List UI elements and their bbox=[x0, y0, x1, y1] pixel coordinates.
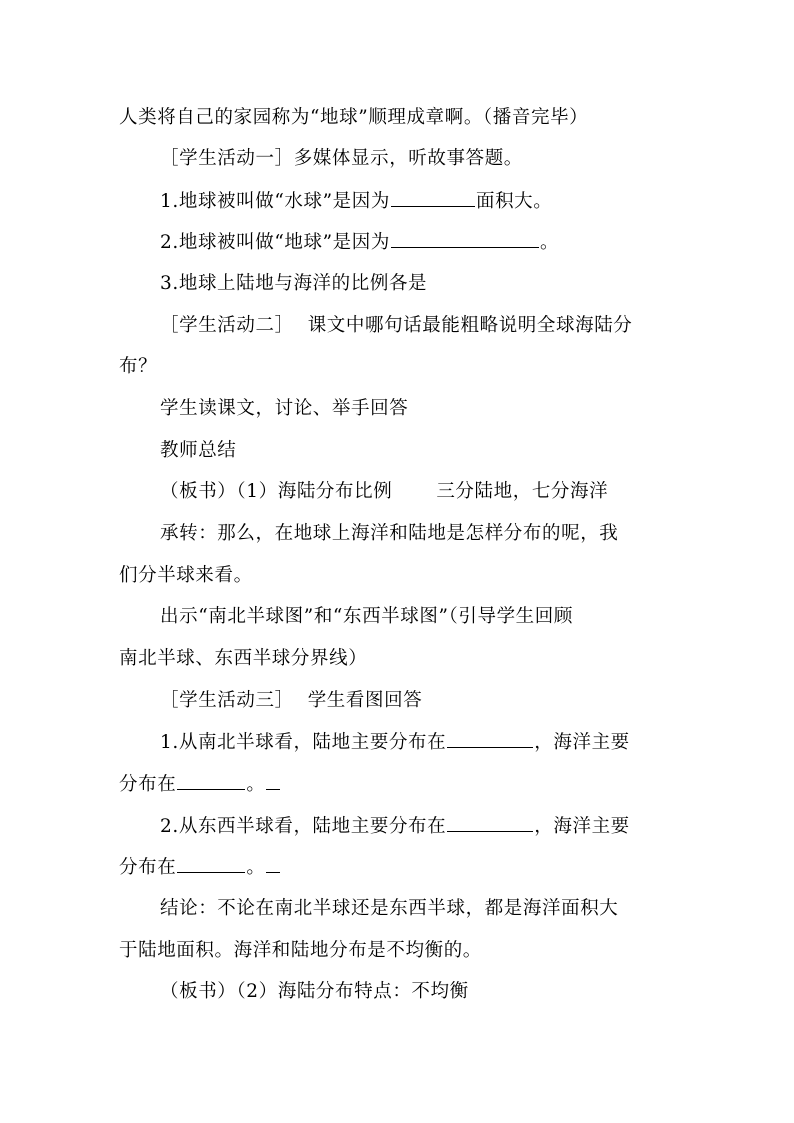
activity3-q1-before: 1.从南北半球看，陆地主要分布在 bbox=[160, 732, 447, 753]
activity3-title-text: 学生看图回答 bbox=[307, 690, 423, 711]
answer-blank[interactable] bbox=[391, 188, 475, 207]
activity3-title bbox=[160, 688, 422, 714]
activity1-q2-after: 。 bbox=[539, 232, 560, 253]
activity3-title-label: ［学生活动三］ bbox=[160, 690, 294, 711]
board-note-2-text: （板书）（2）海陆分布特点：不均衡 bbox=[160, 981, 469, 1002]
conclusion-text-1: 结论：不论在南北半球还是东西半球，都是海洋面积大 bbox=[160, 898, 619, 919]
answer-blank[interactable] bbox=[177, 771, 245, 790]
activity2-title-label: ［学生活动二］ bbox=[160, 315, 294, 336]
activity3-q2-mid: ，海洋主要 bbox=[534, 816, 630, 837]
transition-line-2 bbox=[119, 563, 253, 589]
show-maps-line-1 bbox=[160, 604, 573, 630]
transition-line-1 bbox=[160, 521, 618, 547]
student-response-line bbox=[160, 396, 408, 422]
activity1-q1-before: 1.地球被叫做“水球”是因为 bbox=[160, 191, 390, 212]
conclusion-text-2: 于陆地面积。海洋和陆地分布是不均衡的。 bbox=[119, 940, 482, 961]
activity2-title-text: 课文中哪句话最能粗略说明全球海陆分 bbox=[307, 315, 633, 336]
teacher-summary-text: 教师总结 bbox=[160, 440, 237, 461]
transition-text-1: 承转：那么，在地球上海洋和陆地是怎样分布的呢，我 bbox=[160, 523, 619, 544]
intro-line bbox=[119, 105, 588, 131]
activity3-q2-before: 2.从东西半球看，陆地主要分布在 bbox=[160, 816, 447, 837]
activity3-question2 bbox=[160, 813, 630, 840]
show-maps-text-2: 南北半球、东西半球分界线） bbox=[119, 648, 368, 669]
conclusion-line-1 bbox=[160, 896, 618, 922]
answer-blank-tail bbox=[266, 854, 280, 873]
transition-text-2: 们分半球来看。 bbox=[119, 565, 253, 586]
activity2-title-cont-text: 布？ bbox=[119, 356, 158, 377]
activity1-q2-before: 2.地球被叫做“地球”是因为 bbox=[160, 232, 390, 253]
conclusion-line-2 bbox=[119, 938, 482, 964]
board-note-1 bbox=[160, 479, 608, 505]
student-response-text: 学生读课文，讨论、举手回答 bbox=[160, 398, 409, 419]
board-note-2 bbox=[160, 979, 469, 1005]
activity1-q1-after: 面积大。 bbox=[475, 191, 553, 212]
activity3-question2-continued bbox=[119, 854, 281, 881]
activity3-q1-end: 。 bbox=[246, 774, 266, 795]
board-note-1-label: （板书）（1）海陆分布比例 bbox=[160, 481, 393, 502]
intro-text: 人类将自己的家园称为“地球”顺理成章啊。（播音完毕） bbox=[119, 107, 589, 128]
activity1-title bbox=[160, 146, 523, 172]
teacher-summary-line bbox=[160, 438, 236, 464]
activity3-question1-continued bbox=[119, 771, 281, 798]
activity1-question1 bbox=[160, 188, 552, 215]
answer-blank-tail bbox=[266, 771, 280, 790]
activity1-q3-text: 3.地球上陆地与海洋的比例各是 bbox=[160, 273, 428, 294]
activity3-question1 bbox=[160, 729, 630, 756]
activity1-question3 bbox=[160, 271, 427, 297]
board-note-1-value: 三分陆地，七分海洋 bbox=[436, 481, 609, 502]
activity2-title-continued bbox=[119, 354, 157, 380]
activity3-q2-end: 。 bbox=[246, 857, 266, 878]
show-maps-text-1: 出示“南北半球图”和“东西半球图”（引导学生回顾 bbox=[160, 606, 573, 627]
activity2-title bbox=[160, 313, 632, 339]
answer-blank[interactable] bbox=[447, 813, 533, 832]
answer-blank[interactable] bbox=[447, 729, 533, 748]
answer-blank[interactable] bbox=[177, 854, 245, 873]
activity1-question2 bbox=[160, 229, 559, 256]
activity3-q1-cont: 分布在 bbox=[119, 774, 177, 795]
activity3-q2-cont: 分布在 bbox=[119, 857, 177, 878]
show-maps-line-2 bbox=[119, 646, 367, 672]
answer-blank[interactable] bbox=[391, 229, 539, 248]
activity1-title-text: ［学生活动一］多媒体显示，听故事答题。 bbox=[160, 148, 523, 169]
activity3-q1-mid: ，海洋主要 bbox=[534, 732, 630, 753]
